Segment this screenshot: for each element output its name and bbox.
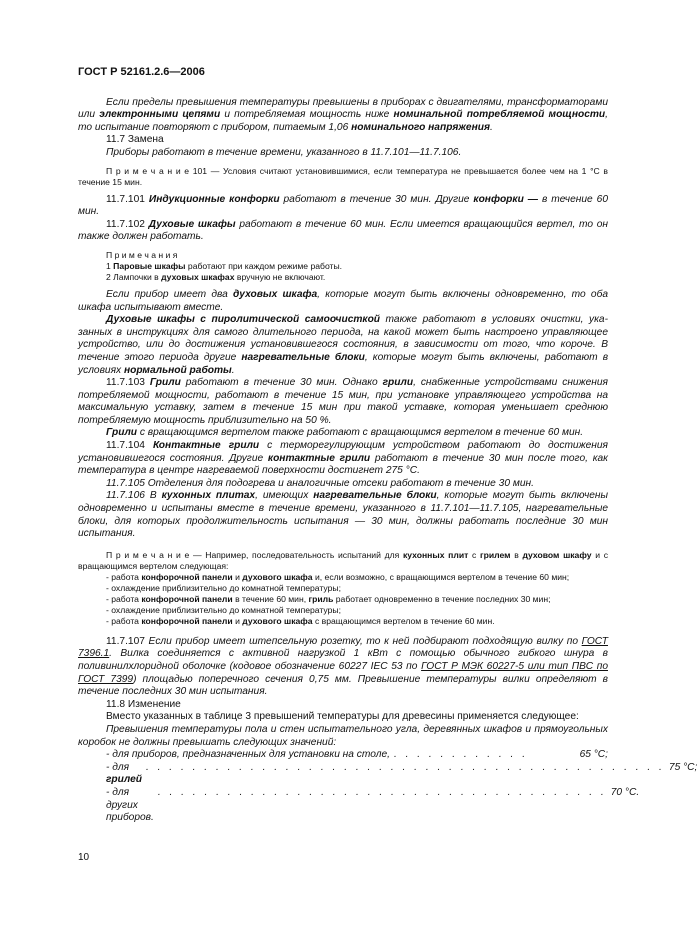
- paragraph-temperature-limits: Если пределы превышения температуры превышены в приборах с двигателями, трансформаторами или электронными цепями и потребляемая мощность ниже номинальной потребляемой мощности, то испытание повторяют с прибором, питаемым 1,06 номинального напряжения.: [78, 96, 608, 133]
- section-11-7-104: 11.7.104 Контактные грили с терморегулирующим устройством работают до достижения установившегося состояния. Другие контактные грили работают в течение 30 мин после того, как температура в центре нагреваемой поверхности достигнет 275 °С.: [78, 440, 608, 477]
- section-11-7-107: 11.7.107 Если прибор имеет штепсельную розетку, то к ней подбирают подходящую вилку по ГОСТ 7396.1. Вилка соединяется с активной нагрузкой 1 кВт с помощью обычного гибкого шнура в поливинилхлоридной оболочке (кодовое обозначение 60227 IEC 53 по ГОСТ Р МЭК 60227-5 или тип ПВС по ГОСТ 7399) площадью поперечного сечения 0,75 мм. Превышение температуры вилки определяют в течение последних 30 мин испытания.: [78, 635, 608, 698]
- example-step-3: - работа конфорочной панели в течение 60 мин, гриль работает одновременно в течение последних 30 мин;: [106, 593, 551, 604]
- section-11-7-106: 11.7.106 В кухонных плитах, имеющих нагревательные блоки, которые могут быть включены одновременно и испытаны вместе в течение времени, указанного в 11.7.101—11.7.105, нагревательные блоки, для которых продолжительность испытания — 30 мин, должны работать последние 30 мин испытания.: [78, 490, 609, 540]
- example-step-1: - работа конфорочной панели и духового шкафа и, если возможно, с вращающимся вертелом в течение 60 мин;: [106, 571, 570, 582]
- section-11-8-heading: 11.8 Изменение: [106, 698, 181, 710]
- section-11-8-text: Вместо указанных в таблице 3 превышений температуры для древесины применяется следующее:: [106, 711, 579, 723]
- note-1: 1 Паровые шкафы работают при каждом режиме работы.: [106, 260, 343, 271]
- note-101: П р и м е ч а н и е 101 — Условия считают установившимися, если температура не превышается более чем на 1 °С в течение 15 мин.: [78, 165, 608, 187]
- note-2: 2 Лампочки в духовых шкафах вручную не включают.: [106, 271, 326, 282]
- section-11-7-102: 11.7.102 Духовые шкафы работают в течение 60 мин. Если имеется вращающийся вертел, то он также должен работать.: [78, 218, 608, 243]
- section-11-7-101: 11.7.101 Индукционные конфорки работают в течение 30 мин. Другие конфорки — в течение 60 мин.: [78, 193, 608, 218]
- paragraph-two-ovens: Если прибор имеет два духовых шкафа, которые могут быть включены одновременно, то оба шкафа испытывают вместе.: [78, 288, 608, 313]
- limit-row-table: - для приборов, предназначенных для установки на столе, . . . . . . . . . . . . 65 °С;: [106, 749, 608, 761]
- paragraph-pyrolytic: Духовые шкафы с пиролитической самоочисткой также работают в условиях очистки, указанных в инструкциях для самого длительного периода, на какой может быть настроено управляющее устройство, или до достижения установившегося состояния, в зависимости от того, что короче. В течение этого периода другие нагревательные блоки, которые могут быть включены, работают в условиях нормальной работы.: [78, 314, 609, 376]
- section-11-7-103: 11.7.103 Грили работают в течение 30 мин. Однако грили, снабженные устройствами снижения потребляемой мощности, работают в течение 15 мин, при установке управляющего устройства на максимальную уставку, затем в течение 15 мин при такой уставке, которая уменьшает среднюю потребляемую мощность приблизительно на 50 %.: [78, 377, 608, 426]
- section-11-8-text-2: Превышения температуры пола и стен испытательного угла, деревянных шкафов и прямоугольных коробок не должны превышать следующих значений:: [78, 723, 608, 748]
- link-gost-r-iec-60227-5[interactable]: ГОСТ Р МЭК 60227-5 или тип ПВС по ГОСТ 7399: [78, 661, 608, 685]
- document-page: [78, 66, 697, 825]
- limit-row-other: - для других приборов. . . . . . . . . . . . . . . . . . . . . . . . . . . . . . . . . . . . . . . . 70 °С.: [106, 786, 640, 824]
- limit-row-grills: - для грилей . . . . . . . . . . . . . . . . . . . . . . . . . . . . . . . . . . . . . . . . . . . . . 75 °С;: [106, 761, 697, 786]
- section-11-7-text: Приборы работают в течение времени, указанного в 11.7.101—11.7.106.: [106, 146, 462, 158]
- example-step-4: - охлаждение приблизительно до комнатной температуры;: [106, 604, 341, 615]
- example-note-intro: П р и м е ч а н и е — Например, последовательность испытаний для кухонных плит с грилем в духовом шкафу и с вращающимся вертелом следующая:: [78, 549, 609, 571]
- paragraph-grill-spit: Грили с вращающимся вертелом также работают с вращающимся вертелом в течение 60 мин.: [106, 427, 584, 439]
- example-step-2: - охлаждение приблизительно до комнатной температуры;: [106, 582, 341, 593]
- notes-heading: П р и м е ч а н и я: [106, 249, 178, 260]
- section-11-7-heading: 11.7 Замена: [106, 134, 164, 146]
- document-header: ГОСТ Р 52161.2.6—2006: [78, 66, 205, 78]
- section-11-7-105: 11.7.105 Отделения для подогрева и аналогичные отсеки работают в течение 30 мин.: [106, 477, 534, 489]
- link-gost-7396-1[interactable]: ГОСТ 7396.1: [78, 635, 608, 660]
- example-step-5: - работа конфорочной панели и духового шкафа с вращающимся вертелом в течение 60 мин.: [106, 615, 495, 626]
- page-number: 10: [78, 852, 90, 863]
